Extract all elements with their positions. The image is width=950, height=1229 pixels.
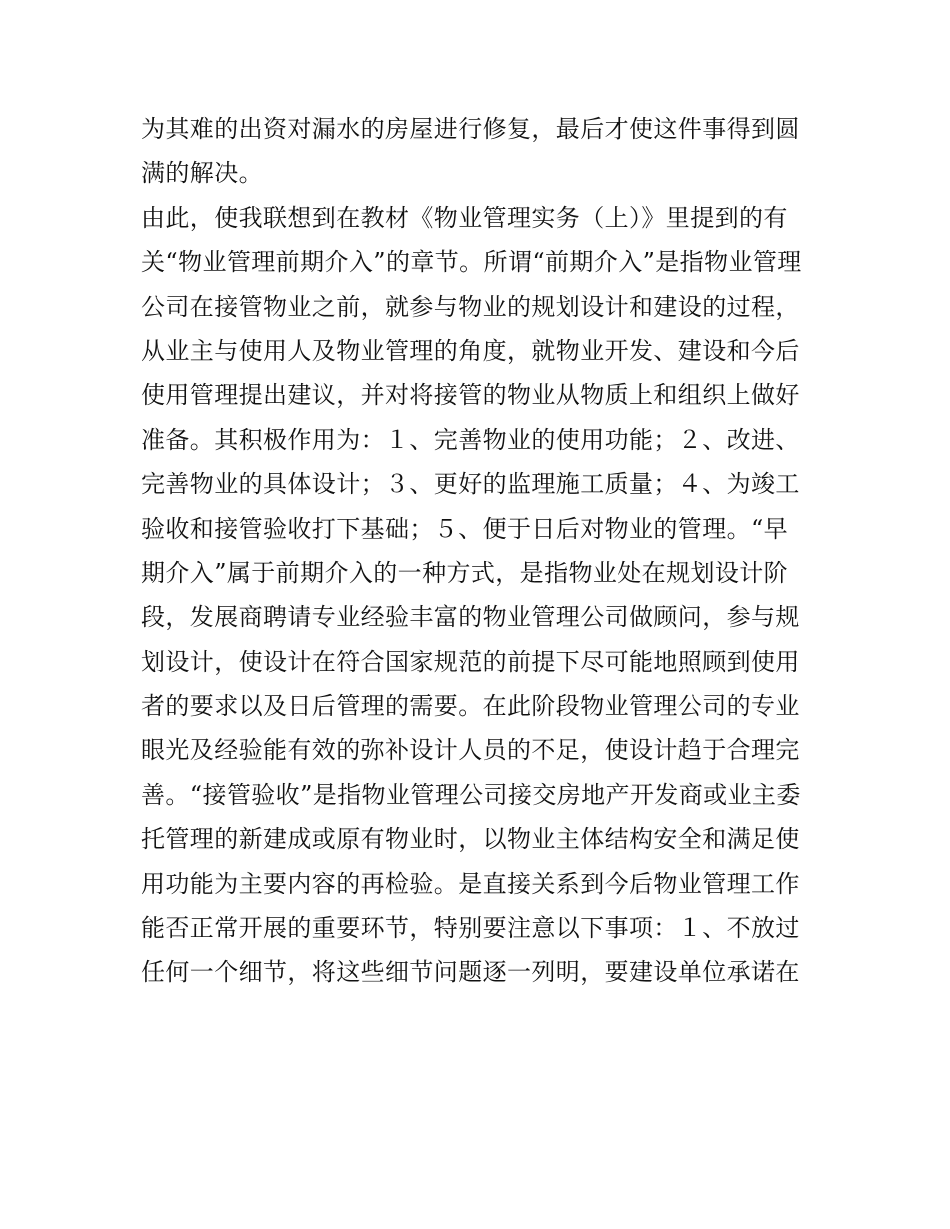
text-line-6: 从业主与使用人及物业管理的角度，就物业开发、建设和今后 xyxy=(141,336,800,365)
text-line-3: 由此，使我联想到在教材《物业管理实务（上）》里提到的有 xyxy=(141,203,788,232)
text-line-12: 段，发展商聘请专业经验丰富的物业管理公司做顾问，参与规 xyxy=(141,603,800,632)
text-line-15: 眼光及经验能有效的弥补设计人员的不足，使设计趋于合理完 xyxy=(141,736,800,765)
text-line-1: 为其难的出资对漏水的房屋进行修复，最后才使这件事得到圆 xyxy=(141,115,800,143)
text-line-9: 完善物业的具体设计；３、更好的监理施工质量；４、为竣工 xyxy=(141,470,800,499)
text-line-16: 善。“接管验收”是指物业管理公司接交房地产开发商或业主委 xyxy=(141,780,801,809)
text-line-7: 使用管理提出建议，并对将接管的物业从物质上和组织上做好 xyxy=(141,381,800,410)
text-line-20: 任何一个细节，将这些细节问题逐一列明，要建设单位承诺在 xyxy=(141,958,800,987)
text-line-10: 验收和接管验收打下基础；５、便于日后对物业的管理。“早 xyxy=(141,514,789,543)
text-line-14: 者的要求以及日后管理的需要。在此阶段物业管理公司的专业 xyxy=(141,692,800,721)
text-line-17: 托管理的新建成或原有物业时，以物业主体结构安全和满足使 xyxy=(141,825,800,854)
text-line-19: 能否正常开展的重要环节，特别要注意以下事项：１、不放过 xyxy=(141,914,800,943)
text-line-18: 用功能为主要内容的再检验。是直接关系到今后物业管理工作 xyxy=(141,869,800,898)
text-line-8: 准备。其积极作用为：１、完善物业的使用功能；２、改进、 xyxy=(141,425,800,454)
body-text xyxy=(141,107,821,995)
text-line-4: 关“物业管理前期介入”的章节。所谓“前期介入”是指物业管理 xyxy=(141,248,802,277)
text-line-13: 划设计，使设计在符合国家规范的前提下尽可能地照顾到使用 xyxy=(141,647,800,676)
text-line-11: 期介入”属于前期介入的一种方式，是指物业处在规划设计阶 xyxy=(141,558,789,587)
text-line-2: 满的解决。 xyxy=(141,159,263,188)
text-line-5: 公司在接管物业之前，就参与物业的规划设计和建设的过程， xyxy=(141,292,800,321)
